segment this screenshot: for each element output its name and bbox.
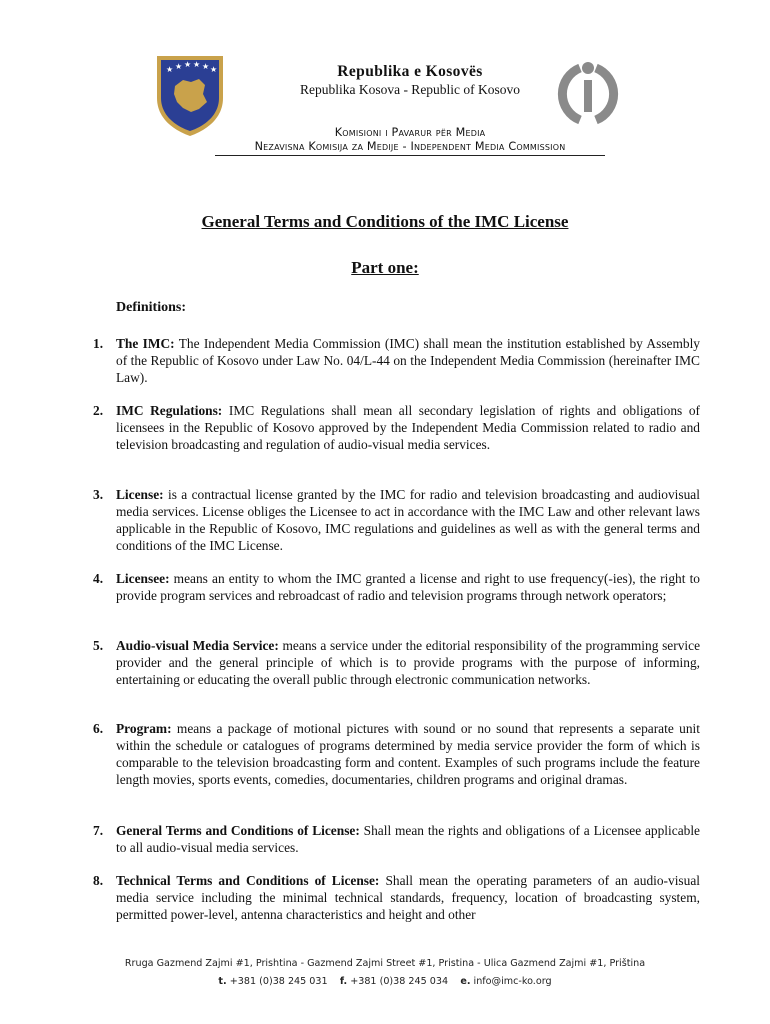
svg-text:★: ★ bbox=[193, 60, 201, 69]
republic-name-albanian: Republika e Kosovës bbox=[337, 63, 483, 80]
document-title: General Terms and Conditions of the IMC License bbox=[201, 212, 569, 231]
svg-text:★: ★ bbox=[166, 65, 174, 74]
definition-item bbox=[93, 570, 700, 604]
definition-term: Program: bbox=[116, 721, 172, 736]
definition-text: is a contractual license granted by the IMC for radio and television broadcasting and audiovisual media services. License obliges the Licensee to act in accordance with the IMC Law and other relevant laws applicable in the Republic of Kosovo, IMC regulations and guidelines as well as with the general terms and conditions of the IMC License. bbox=[116, 487, 700, 553]
definition-text: means a package of motional pictures with sound or no sound that represents a separate unit within the schedule or catalogues of programs determined by media service provider the form of which is comparable to the television broadcasting form and content. Examples of such programs include the feature length movies, sports events, comedies, documentaries, children programs and original dramas. bbox=[116, 721, 700, 787]
definition-text: means a service under the editorial responsibility of the programming service provider and the general principle of which is to provide programs with the purpose of informing, entertaining or educating the overall public through electronic communication networks. bbox=[116, 638, 701, 687]
footer-contacts bbox=[0, 976, 770, 987]
fax-number: +381 (0)38 245 034 bbox=[350, 976, 449, 987]
definition-item bbox=[93, 402, 700, 453]
definition-term: General Terms and Conditions of License: bbox=[116, 823, 360, 838]
email-label: e. bbox=[460, 976, 471, 987]
definition-text: Shall mean the operating parameters of an audio-visual media service including the minimal technical standards, frequency, location of broadcasting system, permitted power-level, antenna characteristics and height and other bbox=[116, 873, 701, 922]
definition-term: Audio-visual Media Service: bbox=[116, 638, 279, 653]
footer-address: Rruga Gazmend Zajmi #1, Prishtina - Gazmend Zajmi Street #1, Pristina - Ulica Gazmend Zajmi #1, Priština bbox=[124, 958, 646, 969]
definition-term: License: bbox=[116, 487, 164, 502]
svg-text:★: ★ bbox=[202, 62, 210, 71]
header-divider bbox=[215, 155, 605, 156]
commission-name-albanian: Komisioni i Pavarur për Media bbox=[334, 126, 486, 139]
definition-number: 3. bbox=[93, 487, 104, 502]
svg-text:★: ★ bbox=[184, 60, 192, 69]
definition-item bbox=[93, 637, 700, 688]
header-commission bbox=[215, 126, 605, 154]
definition-number: 8. bbox=[93, 873, 104, 888]
email-address: info@imc-ko.org bbox=[473, 976, 552, 987]
definition-text: Shall mean the rights and obligations of a Licensee applicable to all audio-visual media services. bbox=[116, 823, 700, 855]
definition-text: IMC Regulations shall mean all secondary legislation of rights and obligations of licensees in the Republic of Kosovo approved by the Independent Media Commission related to radio and television broadcasting and regulation of audio-visual media services. bbox=[116, 403, 700, 452]
definition-number: 6. bbox=[93, 721, 104, 736]
commission-name-other: Nezavisna Komisija za Medije - Independent Media Commission bbox=[254, 140, 566, 153]
definition-text: means an entity to whom the IMC granted a license and right to use frequency(-ies), the right to provide program services and rebroadcast of radio and television programs through network operators; bbox=[116, 571, 700, 603]
definitions-heading: Definitions: bbox=[116, 300, 186, 315]
definition-text: The Independent Media Commission (IMC) shall mean the institution established by Assembly of the Republic of Kosovo under Law No. 04/L-44 on the Independent Media Commission (hereinafter IMC Law). bbox=[116, 336, 700, 385]
phone-label: t. bbox=[218, 976, 227, 987]
definition-item bbox=[93, 872, 700, 923]
definition-number: 7. bbox=[93, 823, 104, 838]
definition-item bbox=[93, 822, 700, 856]
imc-logo-icon bbox=[553, 58, 623, 128]
definition-item bbox=[93, 720, 700, 788]
definition-term: IMC Regulations: bbox=[116, 403, 223, 418]
definition-number: 5. bbox=[93, 638, 104, 653]
definition-term: Technical Terms and Conditions of License: bbox=[116, 873, 380, 888]
svg-text:★: ★ bbox=[210, 65, 218, 74]
definition-number: 1. bbox=[93, 336, 104, 351]
definition-item bbox=[93, 486, 700, 554]
svg-text:★: ★ bbox=[175, 62, 183, 71]
header-republic bbox=[215, 63, 605, 99]
part-heading: Part one: bbox=[351, 258, 419, 277]
fax-label: f. bbox=[339, 976, 348, 987]
definition-term: Licensee: bbox=[116, 571, 170, 586]
republic-name-other: Republika Kosova - Republic of Kosovo bbox=[299, 82, 521, 97]
definition-term: The IMC: bbox=[116, 336, 175, 351]
phone-number: +381 (0)38 245 031 bbox=[229, 976, 328, 987]
definition-number: 4. bbox=[93, 571, 104, 586]
definition-item bbox=[93, 335, 700, 386]
definition-number: 2. bbox=[93, 403, 104, 418]
